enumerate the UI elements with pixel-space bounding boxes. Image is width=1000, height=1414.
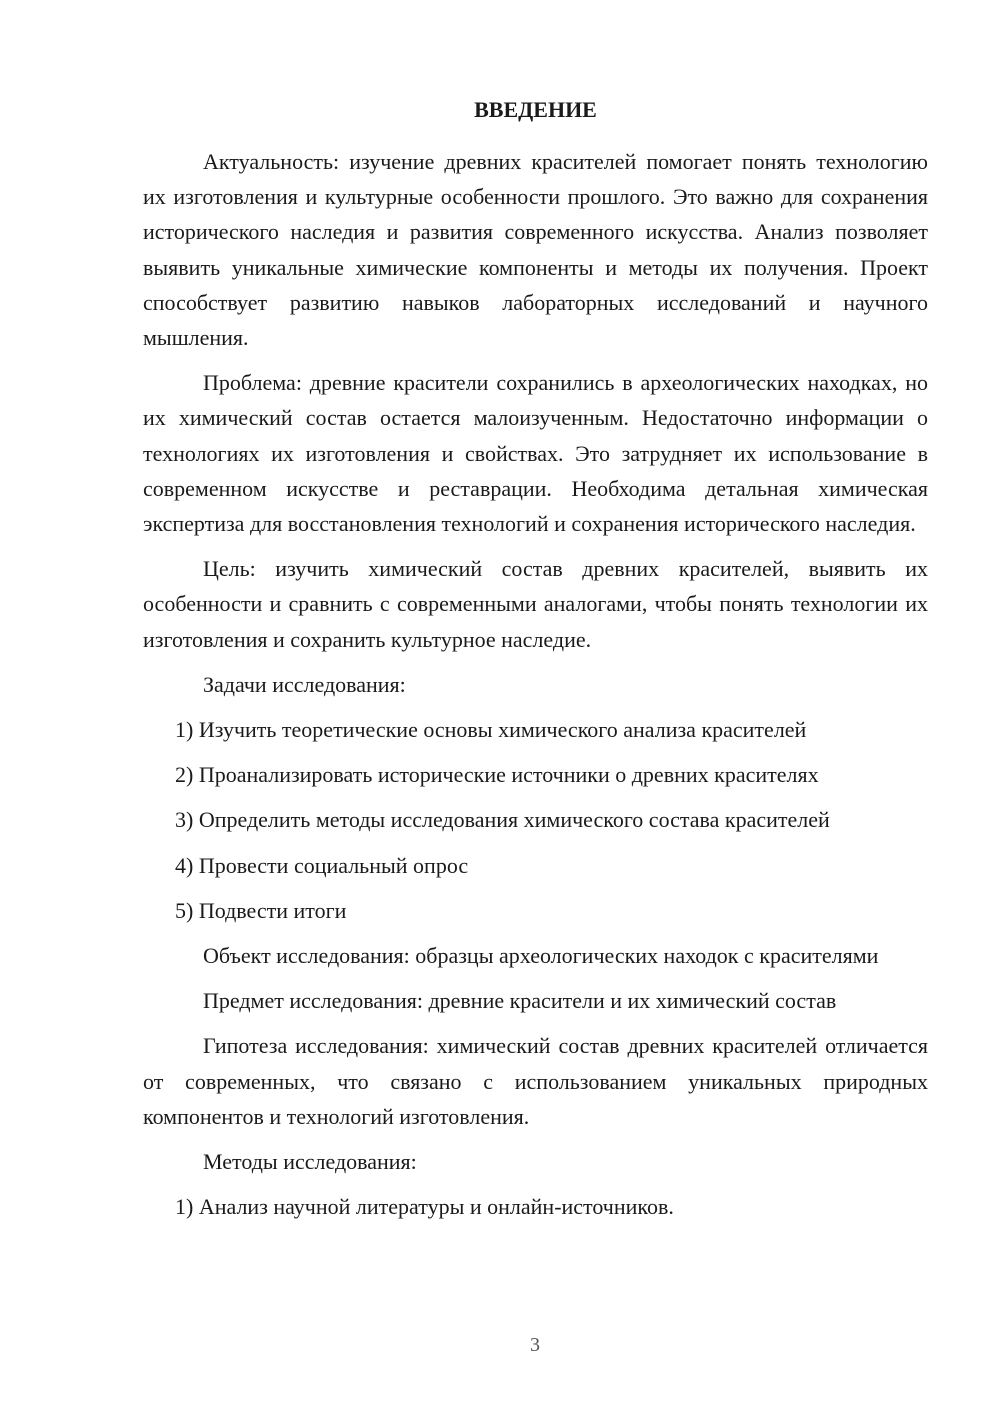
tasks-list (143, 712, 928, 928)
list-item: 1) Анализ научной литературы и онлайн-источников. (175, 1194, 674, 1220)
list-item: 4) Провести социальный опрос (175, 852, 469, 878)
relevance-paragraph: Актуальность: изучение древних красителей помогает понять технологию их изготовления и культурные особенности прошлого. Это важно для сохранения исторического наследия и развития современного искусства. Анализ позволяет выявить уникальные химические компоненты и методы их получения. Проект способствует развитию навыков лабораторных исследований и научного мышления. (143, 149, 928, 351)
tasks-heading: Задачи исследования: (203, 671, 406, 697)
methods-heading: Методы исследования: (203, 1149, 417, 1175)
section-body (143, 144, 928, 1224)
subject-paragraph: Предмет исследования: древние красители и их химический состав (203, 988, 837, 1014)
goal-paragraph: Цель: изучить химический состав древних красителей, выявить их особенности и сравнить с современными аналогами, чтобы понять технологии их изготовления и сохранить культурное наследие. (143, 556, 928, 652)
page-number: 3 (530, 1334, 540, 1356)
object-paragraph: Объект исследования: образцы археологических находок с красителями (203, 943, 879, 969)
list-item: 2) Проанализировать исторические источники о древних красителях (175, 762, 819, 788)
list-item: 3) Определить методы исследования химического состава красителей (175, 807, 830, 833)
methods-list (143, 1189, 928, 1224)
list-item: 1) Изучить теоретические основы химического анализа красителей (175, 717, 807, 743)
problem-paragraph: Проблема: древние красители сохранились в археологических находках, но их химический состав остается малоизученным. Недостаточно информации о технологиях их изготовления и свойствах. Это затрудняет их использование в современном искусстве и реставрации. Необходима детальная химическая экспертиза для восстановления технологий и сохранения исторического наследия. (143, 370, 928, 537)
hypothesis-paragraph: Гипотеза исследования: химический состав древних красителей отличается от современных, что связано с использованием уникальных природных компонентов и технологий изготовления. (143, 1033, 928, 1129)
section-title: ВВЕДЕНИЕ (474, 97, 597, 122)
list-item: 5) Подвести итоги (175, 897, 347, 923)
